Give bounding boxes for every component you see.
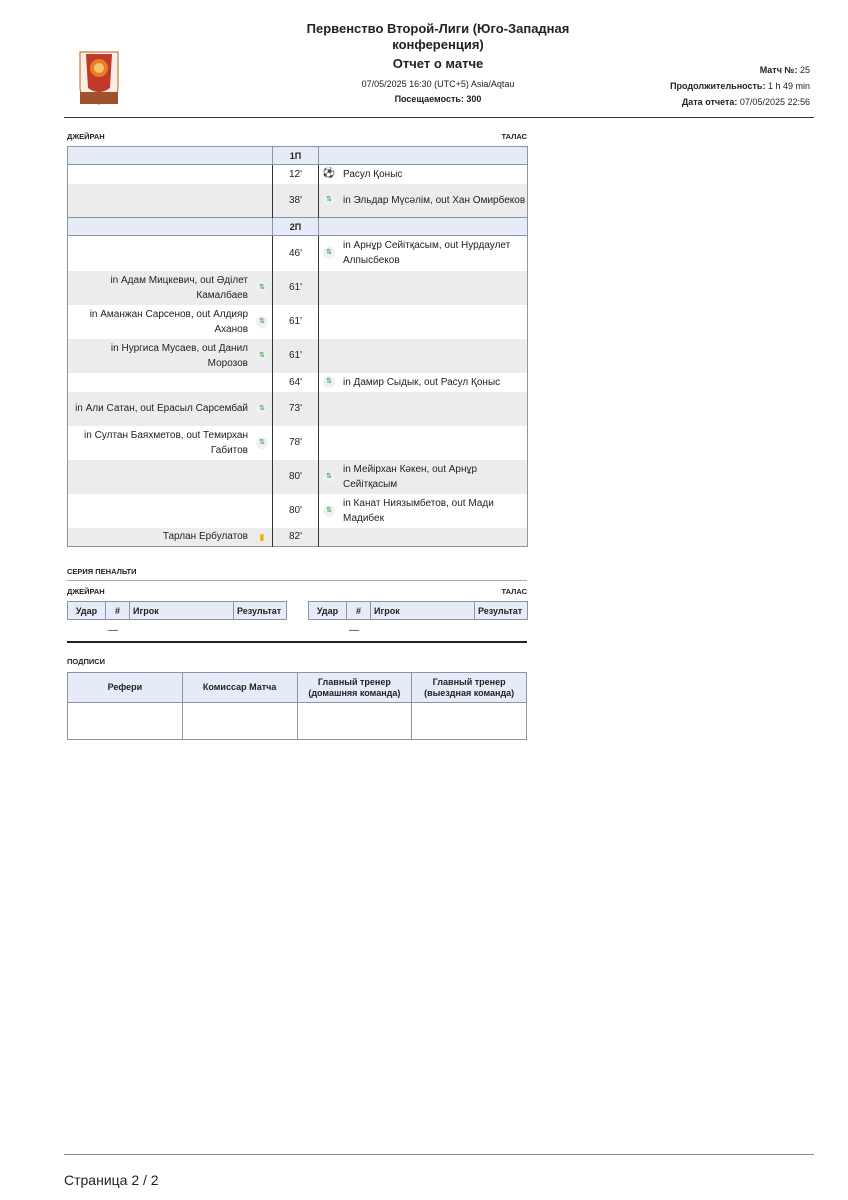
event-row: 12' ⚽ Расул Қоныс [68,165,528,184]
penalties-away-table [308,601,528,620]
sig-away-coach: Главный тренер (выездная команда) [412,673,527,703]
signatures-table [67,672,527,740]
event-row: in Султан Баяхметов, out Темирхан Габитов ⇅ 78' [68,426,528,460]
signature-cell [68,703,183,740]
sig-referee: Рефери [68,673,183,703]
sig-home-coach: Главный тренер (домашняя команда) [297,673,412,703]
penalties-home-empty: — [108,625,118,636]
substitution-icon: ⇅ [323,505,335,517]
event-row: in Аманжан Сарсенов, out Алдияр Аханов ⇅ 61' [68,305,528,339]
substitution-icon: ⇅ [323,471,335,483]
event-row: Тарлан Ербулатов ▮ 82' [68,528,528,547]
teams-line [67,132,527,141]
signature-cell [182,703,297,740]
col-number: # [347,602,371,620]
substitution-icon: ⇅ [256,437,268,449]
match-number: Матч №: 25 [759,65,810,75]
col-kick: Удар [309,602,347,620]
attendance: Посещаемость: 300 [394,94,482,104]
away-team-name: ТАЛАС [501,132,527,141]
event-row: in Нургиса Мусаев, out Данил Морозов ⇅ 61' [68,339,528,373]
event-row: 46' ⇅ in Арнұр Сейітқасым, out Нурдаулет Алпысбеков [68,236,528,271]
penalties-teams [67,587,527,596]
event-row: 80' ⇅ in Канат Ниязымбетов, out Мади Мадибек [68,494,528,528]
match-info [670,62,810,110]
signatures-title: ПОДПИСИ [67,657,106,666]
section-divider [67,641,527,643]
period-row: 2П [68,218,528,236]
header-divider [64,117,814,118]
events-table [67,146,528,547]
event-row: 38' ⇅ in Эльдар Мүсәлім, out Хан Омирбеков [68,184,528,218]
yellow-card-icon: ▮ [259,531,265,542]
report-header [288,21,588,104]
report-date: Дата отчета: 07/05/2025 22:56 [681,97,810,107]
event-row: in Али Сатан, out Ерасыл Сарсембай ⇅ 73' [68,392,528,426]
signature-cell [412,703,527,740]
col-result: Результат [475,602,528,620]
substitution-icon: ⇅ [323,376,335,388]
sig-commissioner: Комиссар Матча [182,673,297,703]
federation-logo [76,48,122,106]
substitution-icon: ⇅ [256,350,268,362]
event-row: 64' ⇅ in Дамир Сыдык, out Расул Қоныс [68,373,528,392]
event-row: in Адам Мицкевич, out Әділет Камалбаев ⇅ 61' [68,271,528,305]
period-row: 1П [68,147,528,165]
match-duration: Продолжительность: 1 h 49 min [670,81,810,91]
footer-divider [64,1154,814,1155]
penalties-away-team: ТАЛАС [501,587,527,596]
col-player: Игрок [371,602,475,620]
penalties-home-table [67,601,287,620]
penalties-away-empty: — [349,625,359,636]
col-kick: Удар [68,602,106,620]
col-player: Игрок [130,602,234,620]
signature-cell [297,703,412,740]
penalties-divider [67,580,527,581]
penalties-home-team: ДЖЕЙРАН [67,587,105,596]
col-result: Результат [234,602,287,620]
event-row: 80' ⇅ in Мейірхан Кәкен, out Арнұр Сейітқасым [68,460,528,494]
competition-title: Первенство Второй-Лиги (Юго-Западная конференция) [306,21,570,52]
home-team-name: ДЖЕЙРАН [67,132,105,141]
col-number: # [106,602,130,620]
substitution-icon: ⇅ [323,247,335,259]
substitution-icon: ⇅ [256,316,268,328]
page-number: Страница 2 / 2 [64,1172,159,1188]
substitution-icon: ⇅ [256,403,268,415]
substitution-icon: ⇅ [256,282,268,294]
report-title: Отчет о матче [392,56,484,71]
match-datetime: 07/05/2025 16:30 (UTC+5) Asia/Aqtau [361,79,515,89]
goal-icon: ⚽ [322,168,336,180]
penalties-title: СЕРИЯ ПЕНАЛЬТИ [67,567,137,576]
substitution-icon: ⇅ [323,194,335,206]
